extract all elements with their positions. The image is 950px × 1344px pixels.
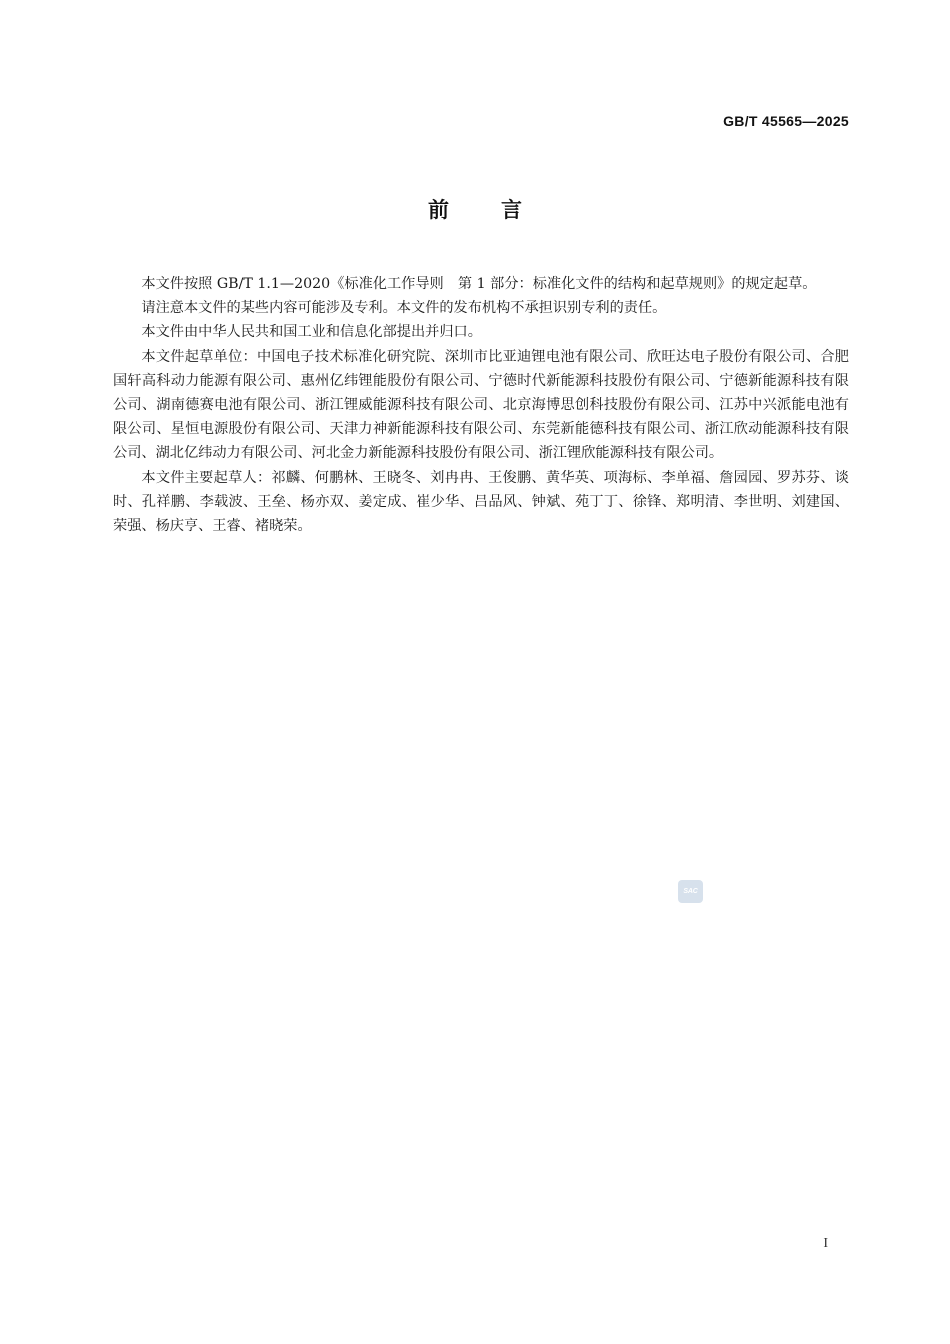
paragraph-drafters: 本文件主要起草人：祁麟、何鹏林、王晓冬、刘冉冉、王俊鹏、黄华英、项海标、李单福、詹园园、罗苏芬、谈时、孔祥鹏、李载波、王垒、杨亦双、姜定成、崔少华、吕品风、钟斌、苑丁丁、徐锋、郑明清、李世明、刘建国、荣强、杨庆亨、王睿、褚晓荣。 [113,469,849,535]
paragraph-proposer: 本文件由中华人民共和国工业和信息化部提出并归口。 [141,324,482,341]
sac-watermark-logo [678,880,703,903]
preface-body [113,272,849,538]
paragraph-patent-notice: 请注意本文件的某些内容可能涉及专利。本文件的发布机构不承担识别专利的责任。 [141,300,667,317]
sac-watermark-text: SAC [683,888,698,895]
page-number: I [823,1236,828,1251]
page-title: 前言 [428,198,574,222]
standard-number: GB/T 45565—2025 [723,113,849,129]
paragraph-drafting-rules: 本文件按照 GB/T 1.1—2020《标准化工作导则 第 1 部分：标准化文件的结构和起草规则》的规定起草。 [141,276,817,292]
paragraph-drafting-units: 本文件起草单位：中国电子技术标准化研究院、深圳市比亚迪锂电池有限公司、欣旺达电子股份有限公司、合肥国轩高科动力能源有限公司、惠州亿纬锂能股份有限公司、宁德时代新能源科技股份有限公司、宁德新能源科技有限公司、湖南德赛电池有限公司、浙江锂威能源科技有限公司、北京海博思创科技股份有限公司、江苏中兴派能电池有限公司、星恒电源股份有限公司、天津力神新能源科技有限公司、东莞新能德科技有限公司、浙江欣动能源科技有限公司、湖北亿纬动力有限公司、河北金力新能源科技股份有限公司、浙江锂欣能源科技有限公司。 [113,348,849,462]
